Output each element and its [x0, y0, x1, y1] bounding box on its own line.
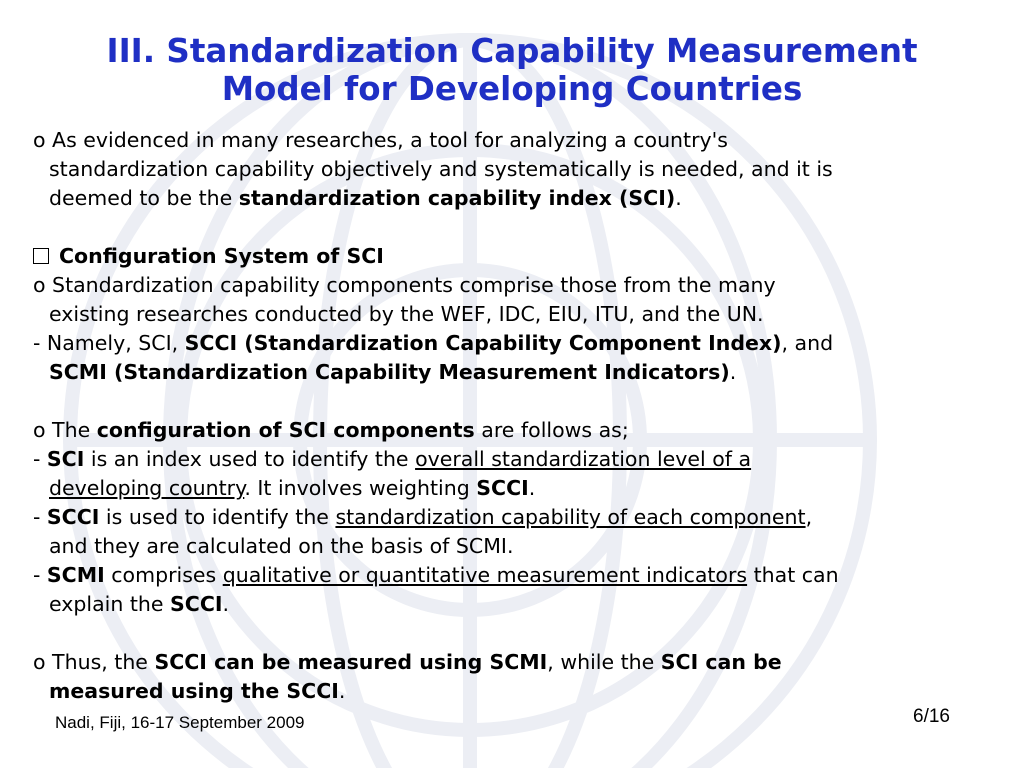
footer-location-date: Nadi, Fiji, 16-17 September 2009 — [55, 713, 305, 732]
sci-bullet-line-2 — [33, 474, 1008, 503]
p2-l4-b: . — [729, 360, 737, 384]
scmi-term: SCMI (Standardization Capability Measurement Indicators) — [49, 360, 730, 384]
p1-line-3 — [33, 184, 1008, 213]
scci-dash: - — [33, 505, 47, 529]
p3-intro-c: are follows as; — [474, 418, 629, 442]
scci-text-2: , — [805, 505, 813, 529]
checkbox-icon — [33, 248, 49, 264]
p3-intro-a: o The — [33, 418, 97, 442]
scci-bold: SCCI — [46, 505, 100, 529]
p4-l2-b: . — [338, 679, 346, 703]
sci-bullet-line-1 — [33, 445, 1008, 474]
p1-l3-a: deemed to be the — [49, 186, 239, 210]
p2-line-1: o Standardization capability components comprise those from the many — [33, 273, 776, 297]
slide-body — [33, 126, 1008, 706]
scci-text: is used to identify the — [99, 505, 336, 529]
slide-title — [0, 32, 1024, 108]
sci-text: is an index used to identify the — [84, 447, 416, 471]
sci-bold: SCI — [46, 447, 85, 471]
scci-bullet-line-1 — [33, 503, 1008, 532]
p4-l1-a: o Thus, the — [33, 650, 155, 674]
scci-term: SCCI (Standardization Capability Component Index) — [184, 331, 782, 355]
scmi-bold: SCMI — [46, 563, 105, 587]
p2-l3-c: , and — [781, 331, 834, 355]
scmi-bullet-line-2 — [33, 590, 1008, 619]
scmi-l2-a: explain the — [49, 592, 171, 616]
scci-underline: standardization capability of each component — [335, 505, 806, 529]
p2-line-3 — [33, 329, 1008, 358]
scmi-text: comprises — [104, 563, 223, 587]
slide-title-line-1: III. Standardization Capability Measurement — [106, 32, 918, 70]
p4-l1-b: SCCI can be measured using SCMI — [154, 650, 548, 674]
section-heading-text: Configuration System of SCI — [59, 244, 384, 268]
scmi-bullet-line-1 — [33, 561, 1008, 590]
slide-title-line-2: Model for Developing Countries — [221, 70, 803, 108]
scmi-l2-b: SCCI — [170, 592, 223, 616]
scmi-underline: qualitative or quantitative measurement indicators — [222, 563, 748, 587]
p2-l3-a: - Namely, SCI, — [33, 331, 185, 355]
p4-l1-d: SCI can be — [660, 650, 782, 674]
p4-line-1 — [33, 648, 1008, 677]
scmi-l2-c: . — [222, 592, 230, 616]
scmi-dash: - — [33, 563, 47, 587]
scmi-text-2: that can — [747, 563, 839, 587]
p1-line-1: o As evidenced in many researches, a tool for analyzing a country's — [33, 128, 728, 152]
sci-text-2: . It involves weighting — [244, 476, 477, 500]
sci-bold-2: SCCI — [476, 476, 529, 500]
p3-intro-b: configuration of SCI components — [96, 418, 475, 442]
p4-l1-c: , while the — [547, 650, 661, 674]
section-heading — [33, 242, 1008, 271]
page-number: 6/16 — [913, 706, 950, 727]
scci-bullet-line-2: and they are calculated on the basis of SCMI. — [49, 534, 514, 558]
sci-underline-2: developing country — [49, 476, 245, 500]
sci-term: standardization capability index (SCI) — [238, 186, 676, 210]
p1-line-2: standardization capability objectively and systematically is needed, and it is — [49, 157, 833, 181]
p4-line-2 — [33, 677, 1008, 706]
sci-end: . — [528, 476, 536, 500]
p2-line-2: existing researches conducted by the WEF, IDC, EIU, ITU, and the UN. — [49, 302, 764, 326]
p3-intro — [33, 416, 1008, 445]
sci-underline-1: overall standardization level of a — [415, 447, 752, 471]
sci-dash: - — [33, 447, 47, 471]
p4-l2-a: measured using the SCCI — [49, 679, 339, 703]
p2-line-4 — [33, 358, 1008, 387]
p1-l3-c: . — [675, 186, 682, 210]
